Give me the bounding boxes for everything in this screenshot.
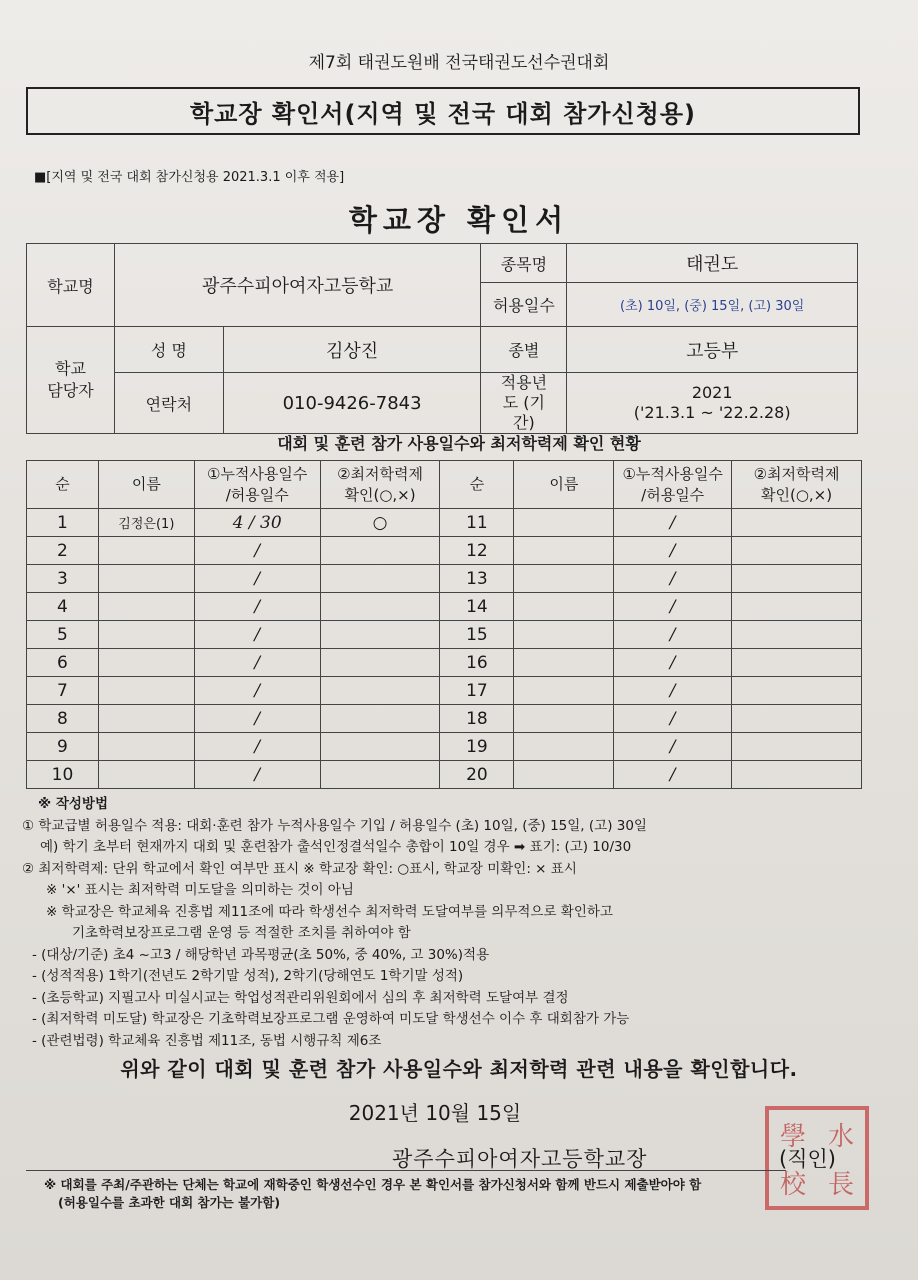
record-left-no: 4 xyxy=(27,593,99,621)
record-left-name xyxy=(98,733,194,761)
record-right-check xyxy=(732,761,862,789)
col-check-2 xyxy=(732,461,862,509)
year-period: ('21.3.1 ~ '22.2.28) xyxy=(633,403,791,422)
col-days-2-line1: ①누적사용일수 xyxy=(622,464,723,483)
note-line: - (성적적용) 1학기(전년도 2학기말 성적), 2학기(당해연도 1학기말 성적) xyxy=(32,968,464,984)
doc-title: 학교장 확인서 xyxy=(348,203,570,237)
record-right-days: / xyxy=(614,761,732,789)
record-right-no: 15 xyxy=(440,621,514,649)
footer-note xyxy=(44,1176,701,1212)
footer-line-2: (허용일수를 초과한 대회 참가는 불가함) xyxy=(58,1195,281,1210)
record-right-days: / xyxy=(614,677,732,705)
record-left-name xyxy=(98,705,194,733)
record-left-days: / xyxy=(194,621,320,649)
record-left-name xyxy=(98,677,194,705)
form-header: 학교장 확인서(지역 및 전국 대회 참가신청용) xyxy=(26,87,860,135)
record-right-name xyxy=(514,733,614,761)
seal-char: 水 xyxy=(827,1121,854,1152)
division-value: 고등부 xyxy=(567,327,858,373)
record-right-days: / xyxy=(614,509,732,537)
table-row xyxy=(27,509,862,537)
record-left-days: / xyxy=(194,733,320,761)
record-left-days: / xyxy=(194,649,320,677)
col-days xyxy=(194,461,320,509)
record-right-name xyxy=(514,621,614,649)
record-left-days: / xyxy=(194,677,320,705)
record-left-check xyxy=(320,733,440,761)
record-left-check xyxy=(320,593,440,621)
record-right-days: / xyxy=(614,593,732,621)
record-left-name xyxy=(98,537,194,565)
note-line: ② 최저학력제: 단위 학교에서 확인 여부만 표시 ※ 학교장 확인: ○표시, 학교장 미확인: × 표시 xyxy=(22,860,577,877)
contact-label: 연락처 xyxy=(114,373,223,434)
col-check-line2: 확인(○,×) xyxy=(344,485,416,504)
record-right-check xyxy=(732,593,862,621)
seal-label: (직인) xyxy=(779,1147,836,1171)
note-line: ※ 학교장은 학교체육 진흥법 제11조에 따라 학생선수 최저학력 도달여부를 의무적으로 확인하고 xyxy=(46,903,613,920)
allow-label: 허용일수 xyxy=(481,283,567,327)
record-right-days: / xyxy=(614,649,732,677)
col-days-line2: /허용일수 xyxy=(225,485,289,504)
confirm-statement: 위와 같이 대회 및 훈련 참가 사용일수와 최저학력 관련 내용을 확인합니다. xyxy=(120,1057,798,1081)
record-left-check xyxy=(320,677,440,705)
seal-char: 校 xyxy=(779,1169,806,1200)
col-no: 순 xyxy=(27,461,99,509)
record-left-no: 3 xyxy=(27,565,99,593)
record-right-check xyxy=(732,565,862,593)
division-label: 종별 xyxy=(481,327,567,373)
record-right-no: 18 xyxy=(440,705,514,733)
school-name: 광주수피아여자고등학교 xyxy=(114,244,480,327)
record-right-check xyxy=(732,621,862,649)
table-row xyxy=(27,537,862,565)
col-no-2: 순 xyxy=(440,461,514,509)
record-left-name: 김정은(1) xyxy=(98,509,194,537)
table-row xyxy=(27,677,862,705)
record-right-name xyxy=(514,705,614,733)
record-left-name xyxy=(98,565,194,593)
name-value: 김상진 xyxy=(223,327,481,373)
record-right-no: 14 xyxy=(440,593,514,621)
school-info-table xyxy=(26,243,858,434)
record-table xyxy=(26,460,862,789)
record-right-days: / xyxy=(614,565,732,593)
record-left-days: / xyxy=(194,761,320,789)
name-label: 성 명 xyxy=(114,327,223,373)
record-left-check xyxy=(320,565,440,593)
footer-divider xyxy=(26,1170,786,1171)
instructions xyxy=(22,794,902,1052)
record-left-days: 4 / 30 xyxy=(194,509,320,537)
record-right-name xyxy=(514,537,614,565)
note-line: - (대상/기준) 초4 ~고3 / 해당학년 과목평균(초 50%, 중 40%, 고 30%)적용 xyxy=(32,946,490,963)
col-check-2-line1: ②최저학력제 xyxy=(753,464,840,483)
record-right-name xyxy=(514,509,614,537)
table-row xyxy=(27,761,862,789)
contest-title: 제7회 태권도원배 전국태권도선수권대회 xyxy=(308,53,610,73)
record-right-name xyxy=(514,593,614,621)
seal-char: 長 xyxy=(827,1169,854,1200)
record-left-name xyxy=(98,621,194,649)
staff-label: 학교 담당자 xyxy=(27,327,115,434)
note-line: ※ '×' 표시는 최저학력 미도달을 의미하는 것이 아님 xyxy=(46,882,354,898)
record-right-no: 17 xyxy=(440,677,514,705)
table-row xyxy=(27,593,862,621)
record-right-no: 11 xyxy=(440,509,514,537)
col-check-line1: ②최저학력제 xyxy=(337,464,423,483)
record-left-check xyxy=(320,537,440,565)
record-left-no: 1 xyxy=(27,509,99,537)
record-right-name xyxy=(514,565,614,593)
record-left-days: / xyxy=(194,705,320,733)
record-left-name xyxy=(98,761,194,789)
col-name-2: 이름 xyxy=(514,461,614,509)
record-left-check xyxy=(320,761,440,789)
record-left-name xyxy=(98,593,194,621)
record-right-name xyxy=(514,761,614,789)
note-line: ① 학교급별 허용일수 적용: 대회·훈련 참가 누적사용일수 기입 / 허용일수 (초) 10일, (중) 15일, (고) 30일 xyxy=(22,817,647,834)
record-right-no: 19 xyxy=(440,733,514,761)
col-check xyxy=(320,461,440,509)
record-right-no: 13 xyxy=(440,565,514,593)
note-line: 예) 학기 초부터 현재까지 대회 및 훈련참가 출석인정결석일수 총합이 10일 경우 ➡ 표기: (고) 10/30 xyxy=(40,839,632,855)
record-left-check xyxy=(320,621,440,649)
record-right-name xyxy=(514,649,614,677)
principal-name: 광주수피아여자고등학교장 xyxy=(392,1147,648,1171)
table-row xyxy=(27,705,862,733)
note-line: 기초학력보장프로그램 운영 등 적절한 조치를 취하여야 함 xyxy=(72,925,411,941)
table-row xyxy=(27,733,862,761)
record-right-no: 12 xyxy=(440,537,514,565)
record-left-check: ○ xyxy=(320,509,440,537)
footer-line-1: ※ 대회를 주최/주관하는 단체는 학교에 재학중인 학생선수인 경우 본 확인서를 참가신청서와 함께 반드시 제출받아야 함 xyxy=(44,1177,702,1192)
record-right-days: / xyxy=(614,733,732,761)
record-right-days: / xyxy=(614,621,732,649)
record-left-check xyxy=(320,649,440,677)
scope-note: ■[지역 및 전국 대회 참가신청용 2021.3.1 이후 적용] xyxy=(34,170,345,185)
record-right-check xyxy=(732,509,862,537)
table-row xyxy=(27,649,862,677)
record-left-no: 2 xyxy=(27,537,99,565)
record-right-days: / xyxy=(614,705,732,733)
year-cell xyxy=(567,373,858,434)
note-heading: ※ 작성방법 xyxy=(38,796,108,812)
record-left-check xyxy=(320,705,440,733)
record-right-no: 16 xyxy=(440,649,514,677)
record-right-check xyxy=(732,705,862,733)
record-left-no: 8 xyxy=(27,705,99,733)
school-label: 학교명 xyxy=(27,244,115,327)
record-left-days: / xyxy=(194,565,320,593)
event-value: 태권도 xyxy=(567,244,858,283)
record-left-no: 7 xyxy=(27,677,99,705)
table-row xyxy=(27,621,862,649)
note-line: - (관련법령) 학교체육 진흥법 제11조, 동법 시행규칙 제6조 xyxy=(32,1032,382,1049)
allow-value: (초) 10일, (중) 15일, (고) 30일 xyxy=(567,283,858,327)
record-left-no: 5 xyxy=(27,621,99,649)
record-right-no: 20 xyxy=(440,761,514,789)
record-left-days: / xyxy=(194,593,320,621)
record-left-days: / xyxy=(194,537,320,565)
note-line: - (최저학력 미도달) 학교장은 기초학력보장프로그램 운영하여 미도달 학생선수 이수 후 대회참가 가능 xyxy=(32,1011,630,1027)
issue-date: 2021년 10월 15일 xyxy=(348,1101,522,1125)
table-row xyxy=(27,565,862,593)
record-left-no: 9 xyxy=(27,733,99,761)
record-right-days: / xyxy=(614,537,732,565)
year-value: 2021 xyxy=(691,383,733,402)
record-left-no: 10 xyxy=(27,761,99,789)
record-right-check xyxy=(732,733,862,761)
col-days-line1: ①누적사용일수 xyxy=(207,464,308,483)
year-label: 적용년도 (기간) xyxy=(481,373,567,434)
record-right-check xyxy=(732,649,862,677)
record-right-check xyxy=(732,537,862,565)
record-right-check xyxy=(732,677,862,705)
col-name: 이름 xyxy=(98,461,194,509)
event-label: 종목명 xyxy=(481,244,567,283)
col-check-2-line2: 확인(○,×) xyxy=(760,485,833,504)
col-days-2 xyxy=(614,461,732,509)
record-right-name xyxy=(514,677,614,705)
seal-char: 學 xyxy=(779,1121,806,1152)
contact-value: 010-9426-7843 xyxy=(223,373,481,434)
record-title: 대회 및 훈련 참가 사용일수와 최저학력제 확인 현황 xyxy=(277,434,641,453)
col-days-2-line2: /허용일수 xyxy=(641,485,705,504)
note-line: - (초등학교) 지필고사 미실시교는 학업성적관리위원회에서 심의 후 최저학력 도달여부 결정 xyxy=(32,989,569,1006)
record-left-name xyxy=(98,649,194,677)
record-left-no: 6 xyxy=(27,649,99,677)
